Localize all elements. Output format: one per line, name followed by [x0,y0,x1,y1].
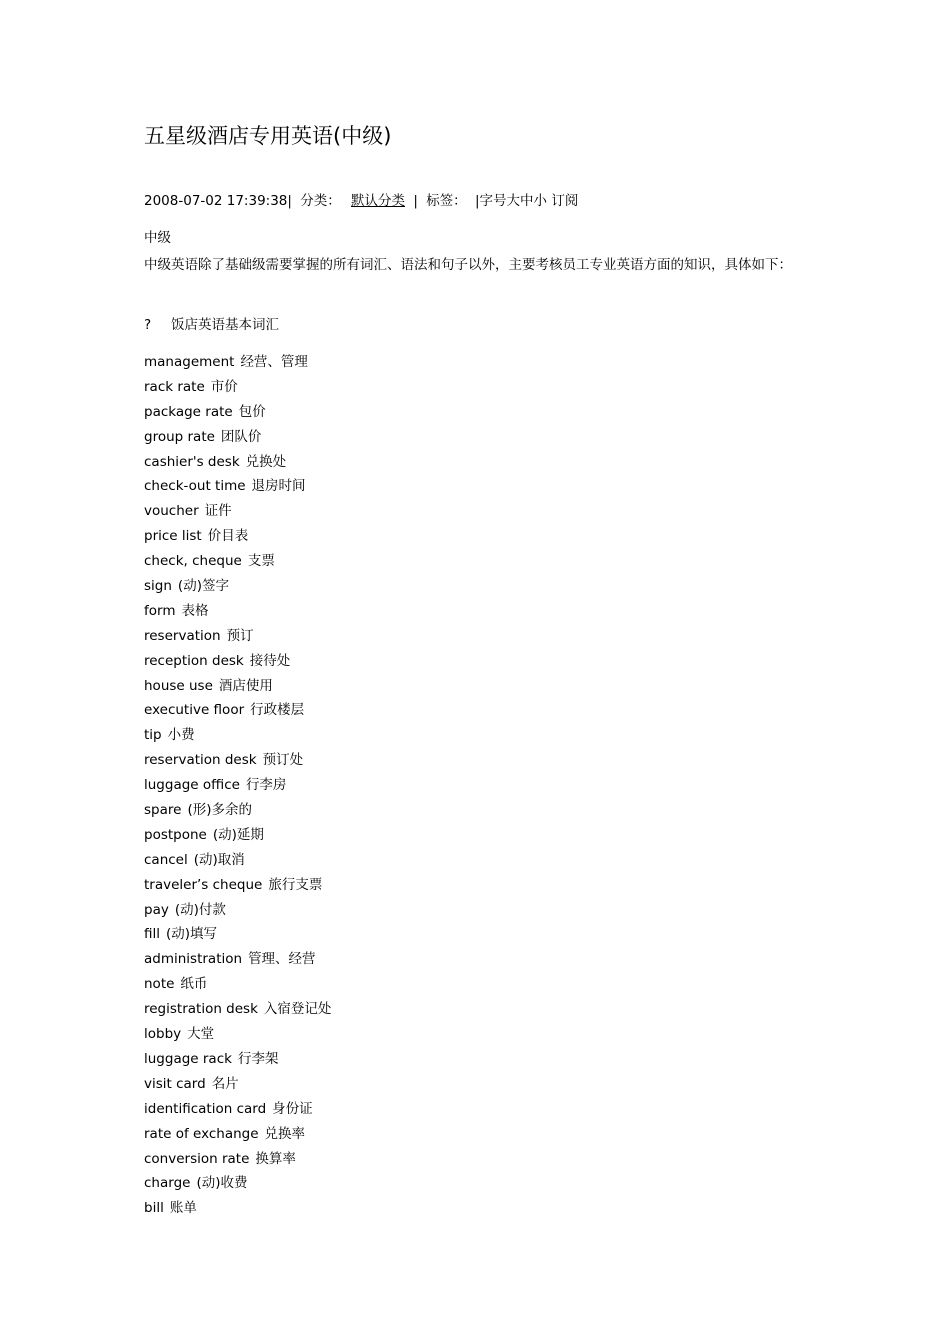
vocabulary-chinese: 行政楼层 [250,702,305,719]
vocabulary-item [144,427,331,452]
vocabulary-english: tip [144,727,162,744]
vocabulary-english: conversion rate [144,1150,250,1167]
vocabulary-item [144,999,331,1024]
vocabulary-english: administration [144,951,243,968]
category-label: 分类： [300,193,341,209]
vocabulary-chinese: (动)填写 [166,926,218,943]
vocabulary-item [144,775,331,800]
vocabulary-english: voucher [144,503,199,520]
vocabulary-item [144,402,331,427]
vocabulary-english: sign [144,578,172,595]
vocabulary-english: postpone [144,826,207,843]
vocabulary-list [144,352,331,1223]
vocabulary-chinese: (动)付款 [174,901,226,918]
vocabulary-item [144,949,331,974]
vocabulary-chinese: 预订处 [262,752,304,769]
vocabulary-item [144,526,331,551]
vocabulary-chinese: (动)签字 [177,578,229,595]
vocabulary-chinese: 行李架 [237,1050,279,1067]
intro-paragraph: 中级英语除了基础级需要掌握的所有词汇、语法和句子以外，主要考核员工专业英语方面的知识，具体如下： [144,257,792,273]
vocabulary-item [144,551,331,576]
vocabulary-english: cancel [144,851,188,868]
vocabulary-item [144,352,331,377]
vocabulary-english: reception desk [144,652,244,669]
vocabulary-english: bill [144,1200,164,1217]
vocabulary-item [144,377,331,402]
tags-label: 标签： [426,193,467,209]
vocabulary-chinese: 兑换率 [264,1125,306,1142]
vocabulary-chinese: 接待处 [249,652,291,669]
vocabulary-item [144,900,331,925]
post-datetime: 2008-07-02 17:39:38| [144,193,292,209]
section-heading [144,315,279,335]
vocabulary-item [144,651,331,676]
vocabulary-chinese: 大堂 [187,1026,215,1043]
vocabulary-english: lobby [144,1026,182,1043]
vocabulary-chinese: 支票 [247,553,275,570]
section-bullet: ? [144,317,152,333]
vocabulary-chinese: (动)延期 [212,826,264,843]
vocabulary-english: fill [144,926,161,943]
font-size-subscribe-tools[interactable]: |字号大中小 订阅 [474,193,579,209]
vocabulary-english: luggage office [144,777,240,794]
vocabulary-item [144,875,331,900]
vocabulary-chinese: 纸币 [180,976,208,993]
vocabulary-english: reservation [144,627,221,644]
vocabulary-item [144,1173,331,1198]
vocabulary-english: house use [144,677,213,694]
vocabulary-english: pay [144,901,169,918]
vocabulary-chinese: 酒店使用 [218,677,273,694]
vocabulary-chinese: (形)多余的 [187,802,252,819]
vocabulary-item [144,800,331,825]
section-title: 饭店英语基本词汇 [171,317,279,333]
category-link[interactable]: 默认分类 [351,193,406,209]
vocabulary-item [144,1198,331,1223]
vocabulary-item [144,700,331,725]
vocabulary-english: visit card [144,1075,206,1092]
vocabulary-item [144,924,331,949]
vocabulary-item [144,576,331,601]
vocabulary-english: form [144,602,176,619]
vocabulary-english: rate of exchange [144,1125,259,1142]
vocabulary-item [144,626,331,651]
vocabulary-item [144,1149,331,1174]
vocabulary-chinese: 旅行支票 [268,876,323,893]
vocabulary-english: spare [144,802,182,819]
vocabulary-chinese: 行李房 [245,777,287,794]
vocabulary-chinese: 小费 [167,727,195,744]
vocabulary-item [144,476,331,501]
vocabulary-english: identification card [144,1100,267,1117]
vocabulary-chinese: 账单 [169,1200,197,1217]
document-title: 五星级酒店专用英语(中级) [144,124,392,148]
vocabulary-chinese: 包价 [238,403,266,420]
vocabulary-item [144,1024,331,1049]
vocabulary-english: management [144,354,235,370]
vocabulary-english: check-out time [144,478,246,495]
vocabulary-english: package rate [144,403,233,420]
vocabulary-english: registration desk [144,1001,258,1018]
vocabulary-chinese: 管理、经营 [248,951,316,968]
vocabulary-chinese: 经营、管理 [240,354,308,370]
vocabulary-english: cashier's desk [144,453,240,470]
vocabulary-english: luggage rack [144,1050,232,1067]
vocabulary-english: executive floor [144,702,245,719]
vocabulary-english: reservation desk [144,752,257,769]
vocabulary-item [144,1124,331,1149]
vocabulary-item [144,750,331,775]
vocabulary-item [144,725,331,750]
vocabulary-item [144,601,331,626]
vocabulary-chinese: (动)取消 [193,851,245,868]
vocabulary-chinese: 入宿登记处 [263,1001,332,1018]
vocabulary-english: group rate [144,428,215,445]
vocabulary-chinese: 换算率 [255,1150,296,1167]
vocabulary-item [144,825,331,850]
vocabulary-item [144,676,331,701]
vocabulary-item [144,501,331,526]
vocabulary-item [144,1099,331,1124]
vocabulary-english: charge [144,1175,191,1192]
vocabulary-english: traveler’s cheque [144,876,263,893]
vocabulary-item [144,1049,331,1074]
vocabulary-chinese: 退房时间 [251,478,306,495]
vocabulary-chinese: 证件 [204,503,232,520]
vocabulary-english: rack rate [144,378,205,395]
vocabulary-english: note [144,976,175,993]
vocabulary-chinese: 价目表 [207,528,249,545]
post-meta [144,191,578,211]
vocabulary-item [144,850,331,875]
vocabulary-item [144,452,331,477]
meta-separator: | [413,193,418,209]
vocabulary-chinese: 身份证 [272,1100,313,1117]
vocabulary-item [144,974,331,999]
vocabulary-chinese: (动)收费 [196,1175,248,1192]
vocabulary-english: check, cheque [144,553,242,570]
vocabulary-chinese: 市价 [210,378,238,395]
vocabulary-chinese: 表格 [181,602,209,619]
vocabulary-item [144,1074,331,1099]
vocabulary-chinese: 名片 [211,1075,239,1092]
level-heading: 中级 [144,230,171,246]
vocabulary-english: price list [144,528,202,545]
vocabulary-chinese: 兑换处 [245,453,287,470]
vocabulary-chinese: 团队价 [220,428,262,445]
vocabulary-chinese: 预订 [226,627,254,644]
